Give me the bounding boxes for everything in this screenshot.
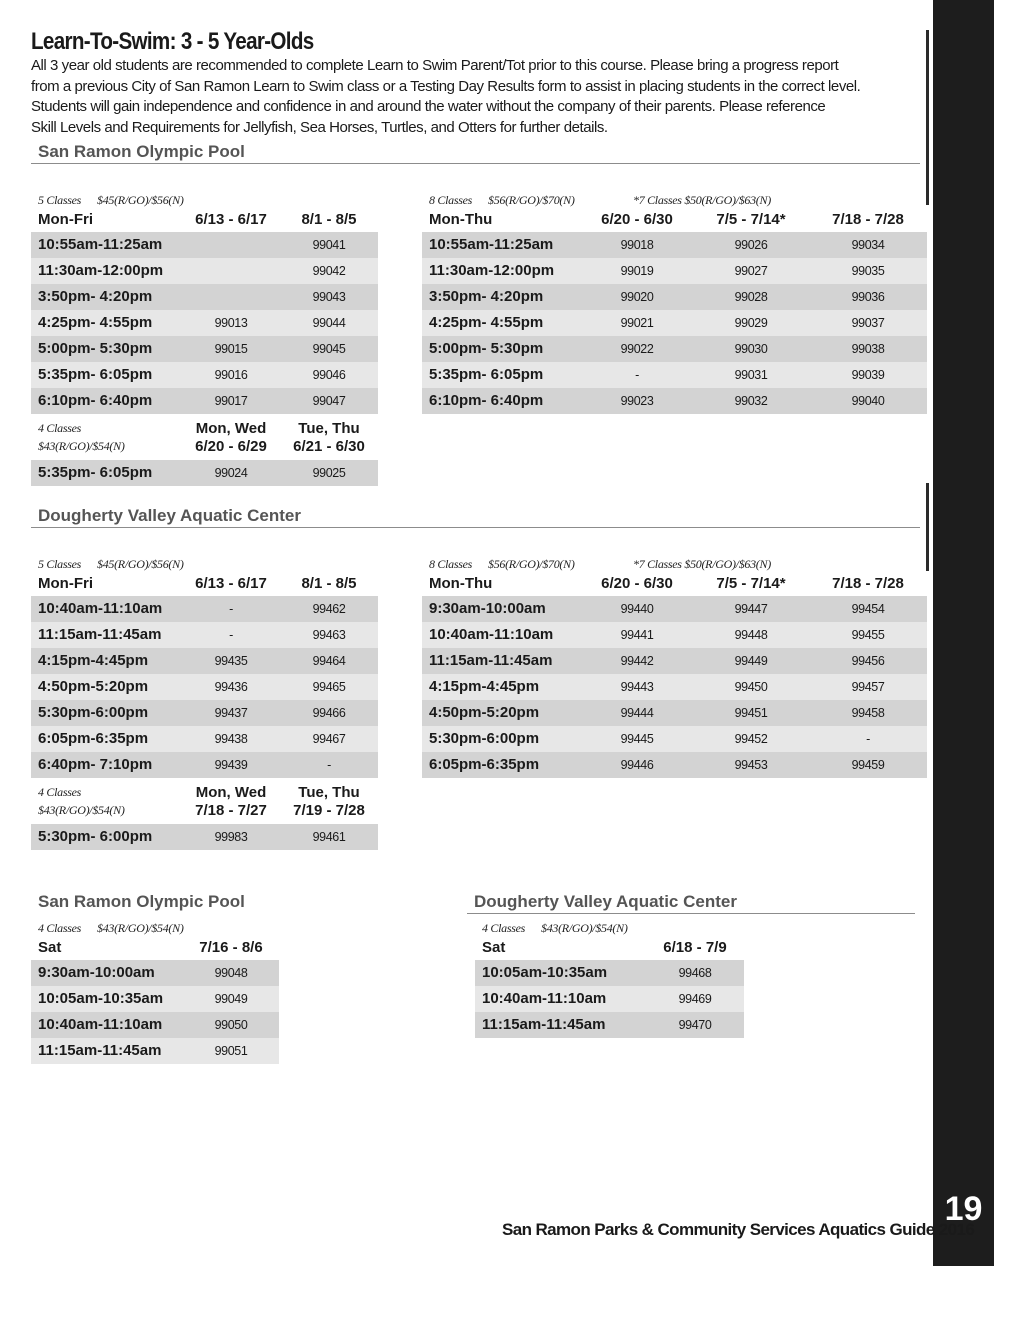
table-row	[31, 460, 378, 486]
class-time: 4:25pm- 4:55pm	[429, 314, 544, 331]
sub-column-dates: 7/18 - 7/27	[195, 802, 267, 819]
course-number: 99444	[620, 706, 654, 720]
sidebar-tab	[933, 0, 994, 1266]
intro-text	[31, 56, 927, 138]
vertical-rule	[926, 30, 929, 205]
class-count: 4 Classes	[38, 921, 81, 935]
course-number: 99435	[214, 654, 248, 668]
course-number: -	[866, 732, 870, 746]
course-number: -	[229, 602, 233, 616]
class-count: 8 Classes	[429, 193, 472, 207]
sub-column-days: Mon, Wed	[195, 420, 267, 437]
course-number: 99465	[312, 680, 346, 694]
table-row	[31, 824, 378, 850]
table-row	[422, 622, 927, 648]
intro-line: Students will gain independence and confidence in and around the water without the company of their parents. Please reference	[31, 98, 826, 115]
course-number: 99462	[312, 602, 346, 616]
day-header: Sat	[482, 939, 506, 956]
course-number: 99440	[620, 602, 654, 616]
course-number: 99024	[214, 466, 248, 480]
course-number: 99446	[620, 758, 654, 772]
class-count: 4 Classes	[38, 421, 81, 435]
course-number: 99439	[214, 758, 248, 772]
course-number: 99026	[734, 238, 768, 252]
course-number: 99019	[620, 264, 654, 278]
table-row	[31, 960, 279, 986]
column-date-header: 8/1 - 8/5	[301, 211, 357, 228]
course-number: 99044	[312, 316, 346, 330]
class-time: 4:50pm-5:20pm	[429, 704, 540, 721]
course-number: 99015	[214, 342, 248, 356]
section-heading-sat-dva: Dougherty Valley Aquatic Center	[467, 892, 915, 914]
class-time: 5:35pm- 6:05pm	[38, 366, 153, 383]
column-date-header: 6/13 - 6/17	[195, 211, 267, 228]
column-date-header: 7/16 - 8/6	[199, 939, 263, 956]
course-number: 99983	[214, 830, 248, 844]
day-header: Mon-Thu	[429, 575, 493, 592]
table-row	[31, 1012, 279, 1038]
course-number: 99038	[851, 342, 885, 356]
class-time: 10:40am-11:10am	[38, 1016, 163, 1033]
course-number: 99469	[678, 992, 712, 1006]
class-time: 4:50pm-5:20pm	[38, 678, 149, 695]
course-number: 99464	[312, 654, 346, 668]
class-time: 5:30pm-6:00pm	[38, 704, 149, 721]
course-number: 99051	[214, 1044, 248, 1058]
table-row	[422, 336, 927, 362]
course-number: 99463	[312, 628, 346, 642]
table-row	[31, 284, 378, 310]
class-time: 5:00pm- 5:30pm	[38, 340, 153, 357]
class-time: 9:30am-10:00am	[429, 600, 546, 617]
table-row	[422, 752, 927, 778]
course-number: 99028	[734, 290, 768, 304]
class-time: 5:30pm-6:00pm	[429, 730, 540, 747]
table-row	[31, 388, 378, 414]
price-info: $45(R/GO)/$56(N)	[97, 193, 184, 207]
course-number: -	[229, 628, 233, 642]
course-number: 99448	[734, 628, 768, 642]
class-time: 11:15am-11:45am	[429, 652, 553, 669]
table-row	[31, 752, 378, 778]
class-count: 4 Classes	[38, 785, 81, 799]
price-info: $43(R/GO)/$54(N)	[38, 439, 125, 453]
table-row	[31, 674, 378, 700]
price-info-alt: *7 Classes $50(R/GO)/$63(N)	[633, 193, 771, 207]
table-row	[422, 674, 927, 700]
course-number: 99032	[734, 394, 768, 408]
course-number: 99018	[620, 238, 654, 252]
course-number: 99468	[678, 966, 712, 980]
table-row	[422, 310, 927, 336]
course-number: -	[327, 758, 331, 772]
column-date-header: 7/18 - 7/28	[832, 211, 904, 228]
course-number: 99020	[620, 290, 654, 304]
day-header: Mon-Thu	[429, 211, 493, 228]
class-time: 3:50pm- 4:20pm	[429, 288, 544, 305]
course-number: 99461	[312, 830, 346, 844]
course-number: 99035	[851, 264, 885, 278]
table-row	[31, 362, 378, 388]
course-number: 99040	[851, 394, 885, 408]
class-time: 11:15am-11:45am	[38, 1042, 162, 1059]
column-date-header: 7/5 - 7/14*	[716, 575, 786, 592]
course-number: 99047	[312, 394, 346, 408]
course-number: 99021	[620, 316, 654, 330]
course-number: 99046	[312, 368, 346, 382]
course-number: 99016	[214, 368, 248, 382]
table-row	[422, 726, 927, 752]
table-row	[422, 258, 927, 284]
table-row	[475, 960, 744, 986]
table-row	[422, 284, 927, 310]
course-number: 99457	[851, 680, 885, 694]
course-number: 99437	[214, 706, 248, 720]
course-number: 99049	[214, 992, 248, 1006]
table-row	[31, 336, 378, 362]
class-time: 11:15am-11:45am	[482, 1016, 606, 1033]
class-time: 5:35pm- 6:05pm	[429, 366, 544, 383]
sub-column-days: Tue, Thu	[298, 784, 360, 801]
course-number: 99037	[851, 316, 885, 330]
course-number: 99447	[734, 602, 768, 616]
column-date-header: 7/18 - 7/28	[832, 575, 904, 592]
class-count: 5 Classes	[38, 557, 81, 571]
page-title: Learn-To-Swim: 3 - 5 Year-Olds	[31, 28, 314, 55]
course-number: 99034	[851, 238, 885, 252]
course-number: 99013	[214, 316, 248, 330]
footer-text: San Ramon Parks & Community Services Aquatics Guide 2016	[502, 1220, 975, 1239]
course-number: 99451	[734, 706, 768, 720]
course-number: 99454	[851, 602, 885, 616]
price-info: $43(R/GO)/$54(N)	[541, 921, 628, 935]
course-number: 99048	[214, 966, 248, 980]
course-number: 99030	[734, 342, 768, 356]
table-row	[422, 700, 927, 726]
column-date-header: 7/5 - 7/14*	[716, 211, 786, 228]
class-time: 4:15pm-4:45pm	[38, 652, 149, 669]
class-time: 10:55am-11:25am	[429, 236, 554, 253]
section-heading-sro: San Ramon Olympic Pool	[31, 142, 920, 164]
table-row	[422, 388, 927, 414]
course-number: 99050	[214, 1018, 248, 1032]
course-number: 99441	[620, 628, 654, 642]
section-heading-dva: Dougherty Valley Aquatic Center	[31, 506, 920, 528]
course-number: 99458	[851, 706, 885, 720]
course-number: 99455	[851, 628, 885, 642]
class-time: 11:15am-11:45am	[38, 626, 162, 643]
page-number: 19	[944, 1190, 983, 1228]
section-heading-sat-sro: San Ramon Olympic Pool	[38, 892, 245, 911]
sub-column-dates: 7/19 - 7/28	[293, 802, 365, 819]
column-date-header: 6/20 - 6/30	[601, 211, 673, 228]
table-row	[31, 310, 378, 336]
course-number: 99017	[214, 394, 248, 408]
course-number: 99443	[620, 680, 654, 694]
course-number: 99039	[851, 368, 885, 382]
course-number: 99456	[851, 654, 885, 668]
intro-line: from a previous City of San Ramon Learn to Swim class or a Testing Day Results form to assist in placing students in the correct level.	[31, 77, 861, 95]
table-row	[422, 596, 927, 622]
price-info: $56(R/GO)/$70(N)	[488, 557, 575, 571]
sub-column-days: Mon, Wed	[195, 784, 267, 801]
column-date-header: 6/13 - 6/17	[195, 575, 267, 592]
course-number: 99036	[851, 290, 885, 304]
class-time: 10:05am-10:35am	[38, 990, 164, 1007]
course-number: 99438	[214, 732, 248, 746]
course-number: 99442	[620, 654, 654, 668]
class-count: 4 Classes	[482, 921, 525, 935]
class-time: 6:05pm-6:35pm	[429, 756, 540, 773]
intro-line: Skill Levels and Requirements for Jellyfish, Sea Horses, Turtles, and Otters for further details.	[31, 118, 608, 136]
table-row	[31, 986, 279, 1012]
table-row	[422, 362, 927, 388]
table-row	[31, 648, 378, 674]
course-number: 99043	[312, 290, 346, 304]
class-count: 5 Classes	[38, 193, 81, 207]
price-info: $45(R/GO)/$56(N)	[97, 557, 184, 571]
table-row	[31, 1038, 279, 1064]
table-row	[31, 726, 378, 752]
course-number: 99042	[312, 264, 346, 278]
intro-line: All 3 year old students are recommended to complete Learn to Swim Parent/Tot prior to this course. Please bring a progress report	[31, 57, 839, 74]
column-date-header: 6/20 - 6/30	[601, 575, 673, 592]
class-time: 5:30pm- 6:00pm	[38, 828, 153, 845]
course-number: 99041	[312, 238, 346, 252]
price-info-alt: *7 Classes $50(R/GO)/$63(N)	[633, 557, 771, 571]
column-date-header: 8/1 - 8/5	[301, 575, 357, 592]
day-header: Mon-Fri	[38, 575, 93, 592]
table-row	[31, 232, 378, 258]
sidebar-section-label: Aquatics	[893, 1133, 940, 1303]
table-row	[475, 986, 744, 1012]
course-number: 99445	[620, 732, 654, 746]
table-row	[31, 596, 378, 622]
price-info: $43(R/GO)/$54(N)	[38, 803, 125, 817]
course-number: 99467	[312, 732, 346, 746]
course-number: 99023	[620, 394, 654, 408]
class-time: 5:00pm- 5:30pm	[429, 340, 544, 357]
course-number: 99449	[734, 654, 768, 668]
class-time: 6:10pm- 6:40pm	[429, 392, 544, 409]
class-time: 6:05pm-6:35pm	[38, 730, 149, 747]
column-date-header: 6/18 - 7/9	[663, 939, 727, 956]
table-row	[31, 258, 378, 284]
course-number: 99453	[734, 758, 768, 772]
class-time: 6:10pm- 6:40pm	[38, 392, 153, 409]
class-time: 3:50pm- 4:20pm	[38, 288, 153, 305]
table-row	[31, 622, 378, 648]
course-number: 99022	[620, 342, 654, 356]
class-time: 4:25pm- 4:55pm	[38, 314, 153, 331]
class-time: 11:30am-12:00pm	[38, 262, 164, 279]
table-row	[422, 232, 927, 258]
class-time: 9:30am-10:00am	[38, 964, 155, 981]
class-time: 5:35pm- 6:05pm	[38, 464, 153, 481]
course-number: 99450	[734, 680, 768, 694]
sub-column-dates: 6/21 - 6/30	[293, 438, 365, 455]
course-number: 99459	[851, 758, 885, 772]
day-header: Sat	[38, 939, 62, 956]
sub-column-dates: 6/20 - 6/29	[195, 438, 267, 455]
course-number: 99027	[734, 264, 768, 278]
price-info: $56(R/GO)/$70(N)	[488, 193, 575, 207]
course-number: 99045	[312, 342, 346, 356]
course-number: 99029	[734, 316, 768, 330]
table-row	[422, 648, 927, 674]
class-time: 10:05am-10:35am	[482, 964, 608, 981]
course-number: 99025	[312, 466, 346, 480]
course-number: 99466	[312, 706, 346, 720]
class-time: 11:30am-12:00pm	[429, 262, 555, 279]
course-number: -	[635, 368, 639, 382]
class-time: 10:40am-11:10am	[429, 626, 554, 643]
table-row	[475, 1012, 744, 1038]
class-count: 8 Classes	[429, 557, 472, 571]
course-number: 99470	[678, 1018, 712, 1032]
table-row	[31, 700, 378, 726]
class-time: 10:55am-11:25am	[38, 236, 163, 253]
course-number: 99452	[734, 732, 768, 746]
class-time: 6:40pm- 7:10pm	[38, 756, 153, 773]
course-number: 99031	[734, 368, 768, 382]
sub-column-days: Tue, Thu	[298, 420, 360, 437]
class-time: 10:40am-11:10am	[38, 600, 163, 617]
course-number: 99436	[214, 680, 248, 694]
day-header: Mon-Fri	[38, 211, 93, 228]
vertical-rule	[926, 483, 929, 571]
class-time: 10:40am-11:10am	[482, 990, 607, 1007]
price-info: $43(R/GO)/$54(N)	[97, 921, 184, 935]
class-time: 4:15pm-4:45pm	[429, 678, 540, 695]
